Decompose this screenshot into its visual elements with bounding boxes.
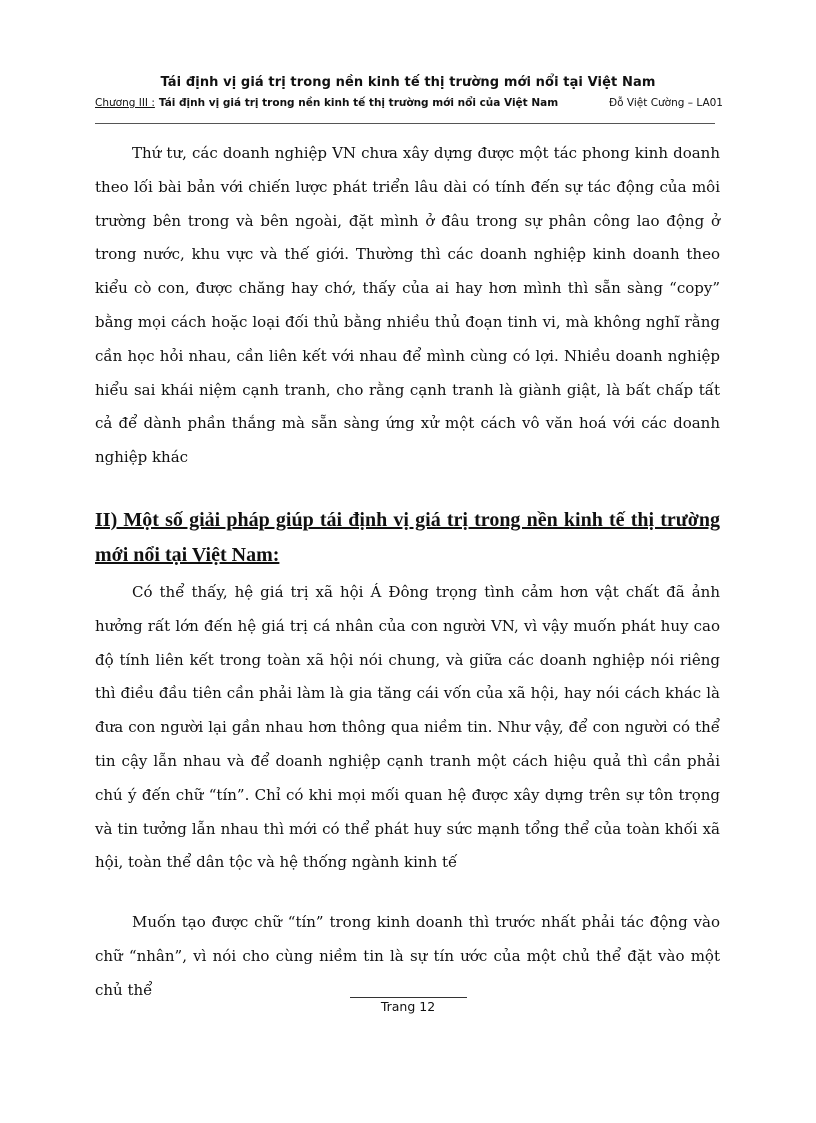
header-subline — [95, 97, 723, 115]
chapter-title: Tái định vị giá trị trong nền kinh tế thị trường mới nổi của Việt Nam — [158, 97, 559, 109]
section-heading: II) Một số giải pháp giúp tái định vị giá trị trong nền kinh tế thị trường mới nổi tại Việt Nam: — [95, 509, 720, 566]
paragraph-solutions: Có thể thấy, hệ giá trị xã hội Á Đông trọng tình cảm hơn vật chất đã ảnh hưởng rất lớn đến hệ giá trị cá nhân của con người VN, vì vậy muốn phát huy cao độ tính liên kết trong toàn xã hội nói chung, và giữa các doanh nghiệp nói riêng thì điều đầu tiên cần phải làm là gia tăng cái vốn của xã hội, hay nói cách khác là đưa con người lại gần nhau hơn thông qua niềm tin. Như vậy, để con người có thể tin cậy lẫn nhau và để doanh nghiệp cạnh tranh một cách hiệu quả thì cần phải chú ý đến chữ “tín”. Chỉ có khi mọi mối quan hệ được xây dựng trên sự tôn trọng và tin tưởng lẫn nhau thì mới có thể phát huy sức mạnh tổng thể của toàn khối xã hội, toàn thể dân tộc và hệ thống ngành kinh tế — [95, 583, 720, 872]
paragraph-fourth-point: Thứ tư, các doanh nghiệp VN chưa xây dựng được một tác phong kinh doanh theo lối bài bản với chiến lược phát triển lâu dài có tính đến sự tác động của môi trường bên trong và bên ngoài, đặt mình ở đâu trong sự phân công lao động ở trong nước, khu vực và thế giới. Thường thì các doanh nghiệp kinh doanh theo kiểu cò con, được chăng hay chớ, thấy của ai hay hơn mình thì sẵn sàng “copy” bằng mọi cách hoặc loại đối thủ bằng nhiều thủ đoạn tinh vi, mà không nghĩ rằng cần học hỏi nhau, cần liên kết với nhau để mình cùng có lợi. Nhiều doanh nghiệp hiểu sai khái niệm cạnh tranh, cho rằng cạnh tranh là giành giật, là bất chấp tất cả để dành phần thắng mà sẵn sàng ứng xử một cách vô văn hoá với các doanh nghiệp khác — [95, 144, 720, 467]
page-number: Trang 12 — [380, 999, 436, 1014]
chapter-label: Chương III : — [95, 97, 155, 109]
header-title: Tái định vị giá trị trong nền kinh tế thị trường mới nổi tại Việt Nam — [160, 75, 656, 90]
author-label: Đỗ Việt Cường – LA01 — [609, 97, 723, 109]
paragraph-trust: Muốn tạo được chữ “tín” trong kinh doanh thì trước nhất phải tác động vào chữ “nhân”, vì nói cho cùng niềm tin là sự tín ước của một chủ thể đặt vào một chủ thể — [95, 913, 720, 999]
header-divider — [95, 123, 715, 124]
footer-divider — [350, 997, 467, 998]
